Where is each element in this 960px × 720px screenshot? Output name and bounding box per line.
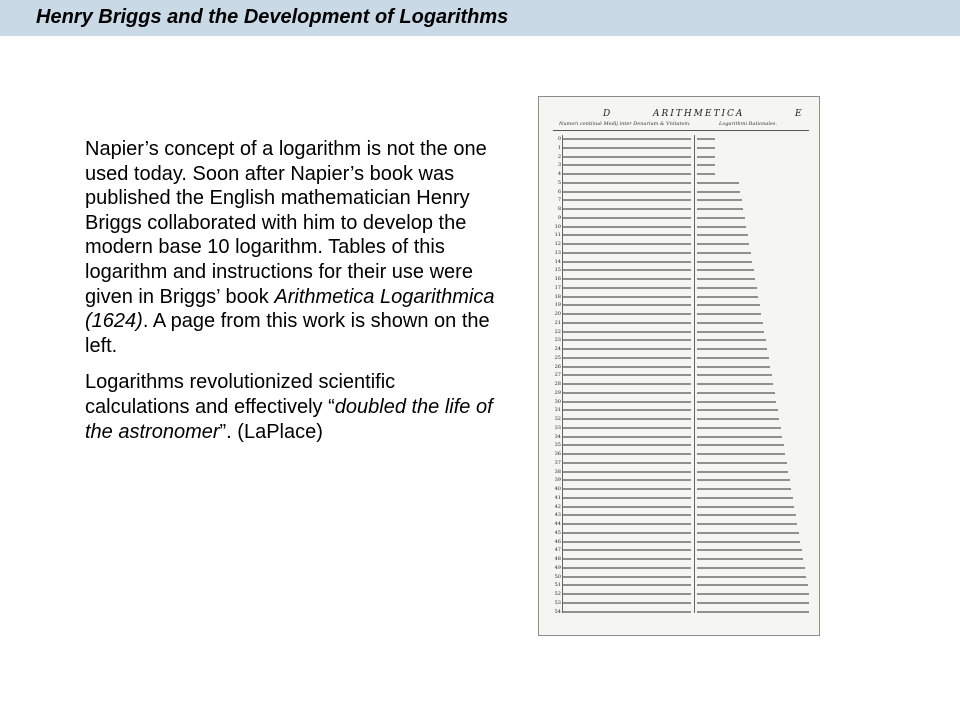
scan-row [539, 336, 819, 344]
scan-row [539, 581, 819, 589]
scan-row-digits-right [697, 602, 809, 604]
scan-row-digits-right [697, 549, 802, 551]
scan-row-number: 35 [554, 442, 561, 449]
scan-row-digits-right [697, 348, 767, 350]
scan-row-digits-left [563, 549, 691, 551]
scan-row-digits-left [563, 409, 691, 411]
scan-row-number: 41 [554, 494, 561, 501]
scan-row [539, 398, 819, 406]
scan-row-digits-left [563, 234, 691, 236]
scan-row [539, 328, 819, 336]
body-text [85, 137, 505, 456]
scan-row-digits-right [697, 304, 760, 306]
scan-row-digits-left [563, 322, 691, 324]
scan-row-number: 45 [554, 529, 561, 536]
scan-row-number: 1 [557, 144, 561, 151]
scan-row-digits-left [563, 558, 691, 560]
scan-row [539, 406, 819, 414]
scan-row-digits-left [563, 208, 691, 210]
scan-row-digits-left [563, 444, 691, 446]
scan-row-digits-left [563, 497, 691, 499]
scan-row-digits-left [563, 532, 691, 534]
scan-row-number: 42 [554, 503, 561, 510]
scan-row-digits-right [697, 532, 799, 534]
scan-row [539, 546, 819, 554]
scan-row-digits-right [697, 138, 715, 140]
scan-row [539, 608, 819, 616]
scan-row-digits-left [563, 514, 691, 516]
scan-row [539, 275, 819, 283]
scan-row-number: 2 [557, 153, 561, 160]
scan-row-digits-right [697, 173, 715, 175]
scan-row [539, 441, 819, 449]
scan-row-digits-left [563, 226, 691, 228]
scan-row-number: 52 [554, 591, 561, 597]
scan-row-number: 10 [554, 223, 561, 230]
scan-row [539, 503, 819, 511]
scan-row-number: 13 [554, 249, 561, 256]
scan-row [539, 266, 819, 274]
scan-row-digits-right [697, 444, 784, 446]
scan-row [539, 170, 819, 178]
title-bar [0, 0, 960, 36]
scan-row-number: 24 [554, 346, 561, 352]
scan-row-digits-left [563, 593, 691, 595]
scan-row-number: 44 [554, 521, 561, 527]
scan-row-digits-right [697, 488, 791, 490]
scan-row-digits-left [563, 182, 691, 184]
scan-row-number: 47 [554, 547, 561, 554]
scan-row-digits-left [563, 173, 691, 175]
scan-row-digits-right [697, 164, 715, 166]
scan-row-number: 0 [557, 136, 561, 142]
scan-row-digits-left [563, 401, 691, 403]
scan-row-digits-right [697, 611, 809, 613]
scan-row-digits-left [563, 269, 691, 271]
scan-right-heading: Logarithmi Rationales. [719, 121, 778, 127]
paragraph-laplace [85, 370, 505, 444]
scan-row-digits-left [563, 506, 691, 508]
scan-row-number: 4 [557, 171, 561, 177]
scan-row [539, 590, 819, 598]
scan-row-digits-left [563, 488, 691, 490]
scan-row-digits-left [563, 584, 691, 586]
scan-row [539, 135, 819, 143]
scan-row-digits-right [697, 339, 766, 341]
scan-row-number: 25 [554, 354, 561, 361]
book-title: Arithmetica Logarithmica (1624) [85, 285, 495, 333]
scan-row [539, 161, 819, 169]
scan-row-digits-right [697, 567, 805, 569]
scan-row-digits-left [563, 541, 691, 543]
scan-row [539, 599, 819, 607]
scan-letter-e: E [795, 109, 804, 119]
scan-row [539, 468, 819, 476]
scan-row [539, 258, 819, 266]
scan-row-digits-right [697, 217, 745, 219]
scan-row-digits-right [697, 226, 746, 228]
scan-row [539, 529, 819, 537]
scan-row-number: 43 [554, 512, 561, 519]
scan-row-number: 26 [554, 363, 561, 370]
scan-row [539, 363, 819, 371]
scan-row-number: 19 [554, 302, 561, 309]
scan-row-digits-left [563, 243, 691, 245]
scan-row [539, 188, 819, 196]
scan-row-number: 8 [557, 206, 561, 212]
scan-row [539, 319, 819, 327]
scan-row-digits-right [697, 374, 772, 376]
scan-row-digits-right [697, 436, 782, 438]
scan-row [539, 564, 819, 572]
scan-row [539, 424, 819, 432]
scan-row-number: 48 [554, 556, 561, 562]
scan-running-title: ARITHMETICA [653, 109, 745, 119]
scan-row-digits-right [697, 366, 770, 368]
paragraph-laplace-intro: Logarithms revolutionized scientific calculations and effectively “ [85, 371, 396, 418]
scan-row-number: 18 [554, 293, 561, 300]
scan-row [539, 249, 819, 257]
scan-row-digits-left [563, 383, 691, 385]
scan-row-digits-left [563, 147, 691, 149]
scan-row-number: 32 [554, 416, 561, 422]
scan-row-number: 23 [554, 337, 561, 344]
scan-row-digits-left [563, 611, 691, 613]
scan-row-digits-right [697, 243, 749, 245]
scan-row-digits-left [563, 374, 691, 376]
scan-row-digits-right [697, 506, 794, 508]
scan-row [539, 389, 819, 397]
scan-row-number: 46 [554, 538, 561, 545]
scan-row-digits-right [697, 357, 769, 359]
scan-row-number: 9 [557, 214, 561, 221]
scan-row-number: 20 [554, 311, 561, 317]
scan-row-digits-left [563, 296, 691, 298]
scan-row-number: 3 [557, 162, 561, 169]
scan-row-digits-right [697, 322, 763, 324]
scan-row-number: 33 [554, 424, 561, 431]
scan-row-number: 11 [554, 232, 561, 239]
scan-row-digits-right [697, 479, 790, 481]
scan-row-digits-left [563, 523, 691, 525]
scan-row-digits-right [697, 462, 787, 464]
paragraph-briggs-intro: Napier’s concept of a logarithm is not the one used today. Soon after Napier’s book was published the English mathematician Henry Briggs collaborated with him to develop the modern base 10 logarithm. Tables of this logarithm and instructions for their use were given in Briggs’ book [85, 138, 487, 308]
scan-row [539, 494, 819, 502]
scan-row-number: 54 [554, 608, 561, 615]
scan-row [539, 354, 819, 362]
scan-row [539, 433, 819, 441]
slide-title: Henry Briggs and the Development of Logarithms [36, 6, 509, 28]
arithmetica-page-scan [538, 96, 820, 636]
scan-row-digits-left [563, 304, 691, 306]
scan-row-digits-right [697, 383, 773, 385]
scan-row-number: 37 [554, 459, 561, 466]
scan-row-digits-right [697, 191, 740, 193]
scan-row [539, 485, 819, 493]
scan-row-digits-right [697, 208, 743, 210]
scan-row-digits-left [563, 576, 691, 578]
scan-row-digits-left [563, 602, 691, 604]
scan-row [539, 459, 819, 467]
scan-row [539, 476, 819, 484]
scan-row [539, 144, 819, 152]
scan-row [539, 538, 819, 546]
scan-row-digits-right [697, 409, 778, 411]
scan-row-digits-left [563, 366, 691, 368]
scan-row-digits-left [563, 156, 691, 158]
scan-row [539, 223, 819, 231]
scan-row-digits-right [697, 401, 776, 403]
scan-table-rows [539, 97, 819, 635]
scan-row-digits-right [697, 182, 739, 184]
scan-row-digits-left [563, 217, 691, 219]
scan-row-digits-left [563, 252, 691, 254]
scan-row-number: 51 [554, 582, 561, 589]
scan-row-number: 22 [554, 328, 561, 335]
scan-row [539, 179, 819, 187]
scan-row-digits-right [697, 584, 808, 586]
scan-row-digits-left [563, 462, 691, 464]
scan-row-digits-right [697, 147, 715, 149]
scan-row [539, 284, 819, 292]
scan-row [539, 214, 819, 222]
scan-row-number: 53 [554, 599, 561, 606]
scan-row-digits-right [697, 558, 803, 560]
scan-row-digits-left [563, 278, 691, 280]
scan-row-number: 12 [554, 241, 561, 247]
scan-row [539, 293, 819, 301]
scan-row-number: 6 [557, 188, 561, 195]
scan-row [539, 310, 819, 318]
scan-row-number: 34 [554, 433, 561, 440]
scan-row-digits-right [697, 471, 788, 473]
scan-row-digits-right [697, 576, 806, 578]
scan-row-digits-left [563, 331, 691, 333]
scan-row-digits-left [563, 199, 691, 201]
scan-row-digits-left [563, 392, 691, 394]
scan-row-number: 15 [554, 267, 561, 274]
scan-row-digits-right [697, 593, 809, 595]
scan-row-number: 49 [554, 564, 561, 571]
scan-row [539, 205, 819, 213]
scan-row-digits-left [563, 479, 691, 481]
scan-row-digits-left [563, 138, 691, 140]
scan-row [539, 196, 819, 204]
scan-row-number: 17 [554, 284, 561, 291]
scan-row-digits-left [563, 164, 691, 166]
scan-row-digits-right [697, 261, 752, 263]
scan-row [539, 153, 819, 161]
scan-row [539, 371, 819, 379]
scan-row-digits-right [697, 514, 796, 516]
scan-row [539, 345, 819, 353]
scan-row-number: 28 [554, 381, 561, 387]
scan-row-digits-right [697, 234, 748, 236]
scan-row-digits-left [563, 348, 691, 350]
paragraph-briggs [85, 137, 505, 358]
scan-row-number: 31 [554, 407, 561, 414]
laplace-quote: doubled the life of the astronomer [85, 395, 493, 443]
scan-row-digits-right [697, 156, 715, 158]
scan-row [539, 450, 819, 458]
scan-row-digits-right [697, 331, 764, 333]
scan-row-number: 16 [554, 276, 561, 282]
scan-row-digits-left [563, 357, 691, 359]
scan-row [539, 573, 819, 581]
scan-row-number: 38 [554, 468, 561, 475]
scan-row-digits-right [697, 252, 751, 254]
scan-row-digits-right [697, 453, 785, 455]
scan-left-heading: Numeri continuè Medij inter Denarium & Vnitatem. [559, 121, 691, 127]
scan-row-digits-right [697, 269, 754, 271]
scan-row [539, 555, 819, 563]
scan-row-digits-right [697, 313, 761, 315]
scan-row-digits-right [697, 427, 781, 429]
scan-row-number: 7 [557, 197, 561, 204]
scan-row-number: 21 [554, 319, 561, 326]
scan-row-digits-right [697, 278, 755, 280]
scan-row-digits-right [697, 497, 793, 499]
scan-row-digits-left [563, 453, 691, 455]
scan-row-digits-right [697, 523, 797, 525]
scan-row-digits-left [563, 287, 691, 289]
scan-row-number: 36 [554, 451, 561, 457]
scan-letter-d: D [603, 109, 613, 119]
scan-row-digits-right [697, 541, 800, 543]
scan-row-digits-left [563, 567, 691, 569]
scan-row-digits-left [563, 191, 691, 193]
scan-row [539, 511, 819, 519]
scan-row-digits-left [563, 471, 691, 473]
scan-row-digits-left [563, 339, 691, 341]
scan-row-digits-right [697, 418, 779, 420]
paragraph-briggs-outro: . A page from this work is shown on the left. [85, 310, 490, 357]
scan-row-number: 14 [554, 258, 561, 265]
scan-row-digits-right [697, 392, 775, 394]
scan-row-digits-left [563, 418, 691, 420]
scan-row-number: 30 [554, 398, 561, 405]
scan-row-number: 29 [554, 389, 561, 396]
scan-row-number: 5 [557, 179, 561, 186]
scan-row-digits-left [563, 261, 691, 263]
scan-row [539, 231, 819, 239]
scan-row [539, 415, 819, 423]
scan-row-digits-left [563, 427, 691, 429]
scan-row-number: 50 [554, 573, 561, 580]
scan-row-digits-right [697, 199, 742, 201]
scan-row-digits-right [697, 287, 757, 289]
scan-row [539, 520, 819, 528]
scan-row [539, 380, 819, 388]
paragraph-laplace-outro: ”. (LaPlace) [219, 420, 323, 443]
scan-row-number: 39 [554, 477, 561, 484]
scan-row [539, 301, 819, 309]
scan-row-number: 40 [554, 486, 561, 492]
scan-row [539, 240, 819, 248]
scan-row-digits-left [563, 313, 691, 315]
scan-row-digits-left [563, 436, 691, 438]
scan-row-number: 27 [554, 372, 561, 379]
scan-row-digits-right [697, 296, 758, 298]
